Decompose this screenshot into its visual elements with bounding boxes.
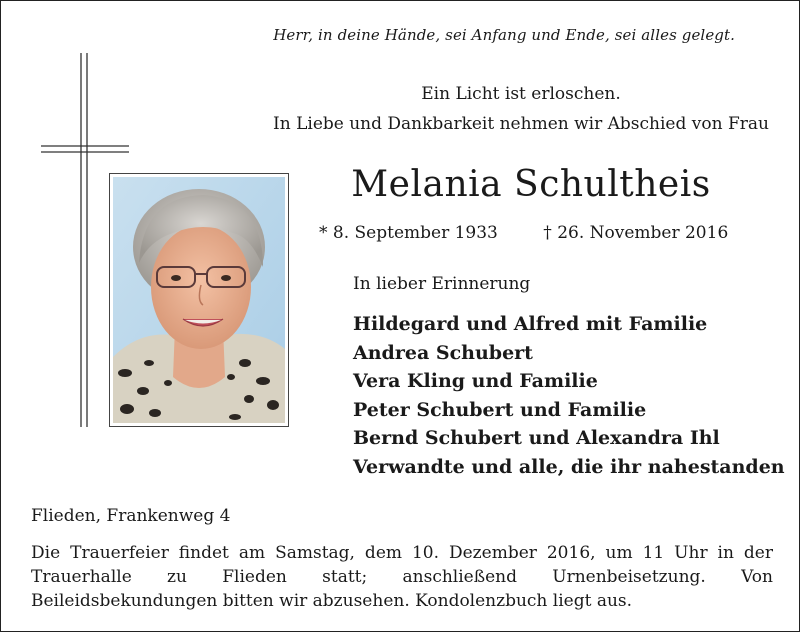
mourner-entry: Verwandte und alle, die ihr nahestanden: [353, 455, 785, 478]
motto-verse: Herr, in deine Hände, sei Anfang und Ende, sei alles gelegt.: [273, 26, 735, 44]
death-date: 26. November 2016: [557, 223, 729, 243]
portrait-image: [113, 177, 285, 423]
mourner-entry: Peter Schubert und Familie: [353, 398, 647, 421]
intro-text: [251, 79, 791, 139]
mourner-entry: Vera Kling und Familie: [353, 370, 598, 393]
mourner-entry: Hildegard und Alfred mit Familie: [353, 313, 708, 335]
funeral-notice: Die Trauerfeier findet am Samstag, dem 10. Dezember 2016, um 11 Uhr in der Trauerhalle zu Flieden statt; anschließend Urnenbeisetzung. Von Beileidsbekundungen bitten wir abzusehen. Kondolenzbuch liegt aus.: [31, 543, 773, 611]
portrait-photo: [109, 173, 289, 427]
intro-line-1: Ein Licht ist erloschen.: [421, 84, 621, 104]
mourner-entry: Andrea Schubert: [353, 341, 533, 364]
birth-symbol: *: [319, 223, 328, 243]
birth-date: 8. September 1933: [332, 223, 498, 243]
mourner-entry: Bernd Schubert und Alexandra Ihl: [353, 427, 720, 450]
mourners-list: [353, 310, 785, 482]
address-line: Flieden, Frankenweg 4: [31, 506, 231, 526]
life-dates: [319, 223, 728, 243]
death-symbol: †: [543, 223, 552, 243]
deceased-name: Melania Schultheis: [351, 164, 711, 205]
remembrance-line: In lieber Erinnerung: [353, 274, 531, 294]
intro-line-2: In Liebe und Dankbarkeit nehmen wir Abschied von Frau: [273, 114, 769, 134]
